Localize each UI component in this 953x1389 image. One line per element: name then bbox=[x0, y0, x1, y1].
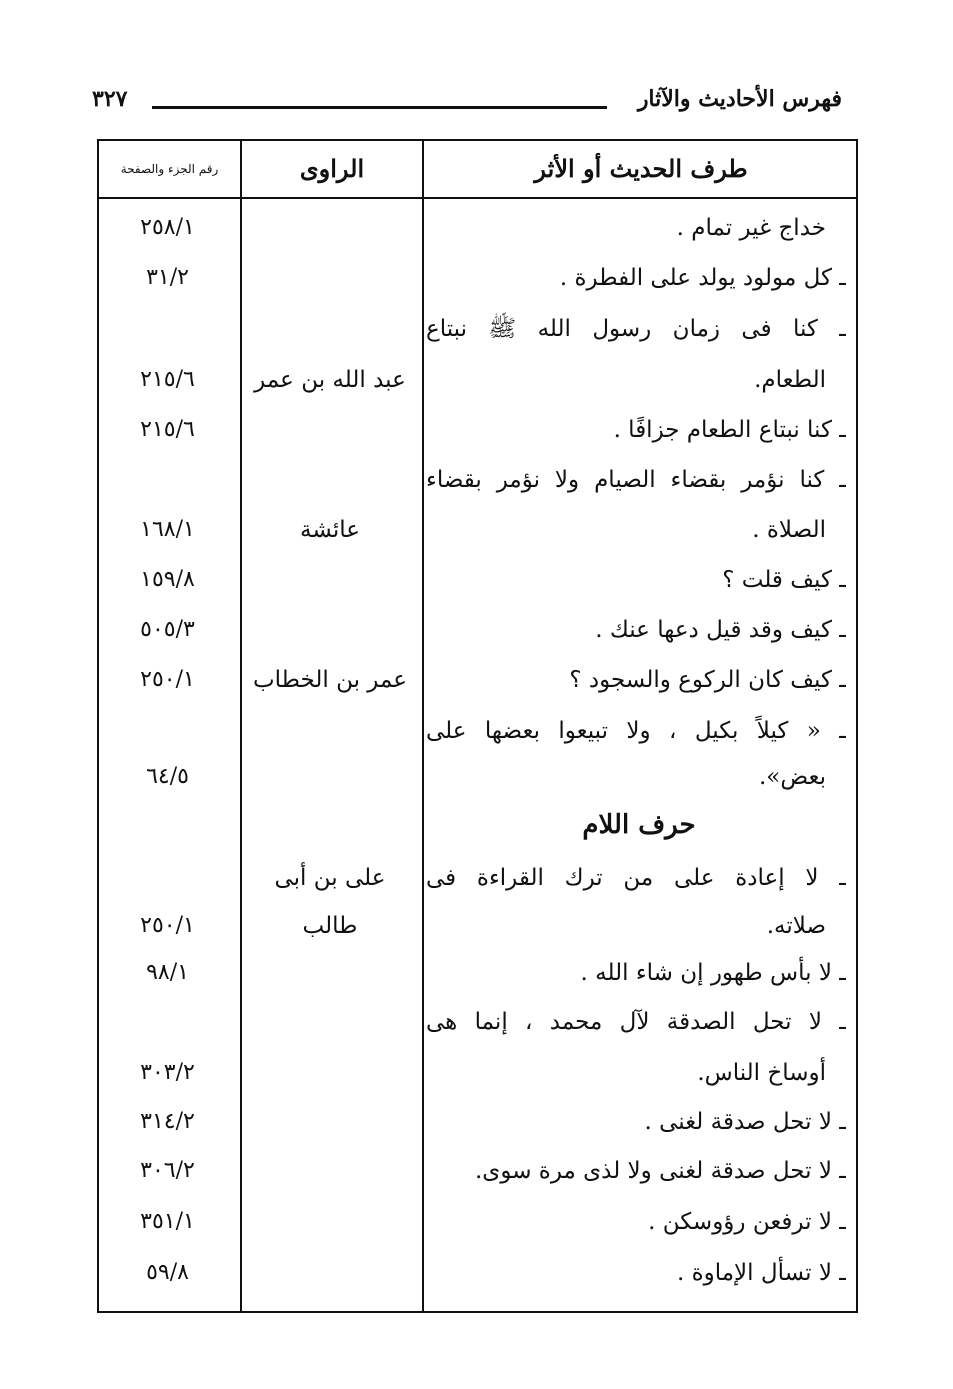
table-row bbox=[97, 1197, 858, 1247]
table-row bbox=[97, 752, 858, 802]
table-row bbox=[97, 706, 858, 756]
volume-page: ٥٩/٨ bbox=[146, 1260, 189, 1285]
volume-page bbox=[97, 455, 238, 505]
column-header-narrator: الراوى bbox=[299, 154, 365, 183]
column-header-text: طرف الحديث أو الأثر bbox=[534, 154, 748, 183]
table-row bbox=[97, 1097, 858, 1147]
hadith-text: خداج غير تمام . bbox=[676, 215, 826, 241]
table-row bbox=[97, 455, 858, 505]
page-header bbox=[92, 80, 852, 124]
table-row bbox=[97, 997, 858, 1047]
volume-page bbox=[97, 304, 238, 354]
table-row bbox=[97, 853, 858, 903]
narrator: عمر بن الخطاب bbox=[252, 667, 407, 693]
hadith-text: ـ لا ترفعن رؤوسكن . bbox=[648, 1209, 846, 1235]
hadith-text: ـ لا تحل الصدقة لآل محمد ، إنما هى bbox=[426, 1009, 846, 1035]
narrator: عائشة bbox=[300, 517, 360, 543]
table-row bbox=[97, 655, 858, 705]
volume-page: ٦٤/٥ bbox=[146, 764, 189, 789]
volume-page: ٣١/٢ bbox=[146, 265, 189, 290]
hadith-text: ـ كيف كان الركوع والسجود ؟ bbox=[569, 667, 846, 693]
header-rule bbox=[152, 106, 607, 109]
volume-page: ٣٥١/١ bbox=[140, 1209, 195, 1234]
narrator bbox=[240, 455, 420, 505]
table-row bbox=[97, 555, 858, 605]
hadith-text: ـ كنا نبتاع الطعام جزافًا . bbox=[613, 417, 846, 443]
table-row bbox=[97, 203, 858, 253]
hadith-text: ـ كنا فى زمان رسول الله ﷺ نبتاع bbox=[426, 316, 846, 342]
volume-page: ٩٨/١ bbox=[146, 960, 189, 985]
table-row bbox=[97, 605, 858, 655]
running-title: فهرس الأحاديث والآثار bbox=[637, 86, 842, 112]
volume-page: ١٦٨/١ bbox=[140, 517, 195, 542]
table-row bbox=[97, 405, 858, 455]
narrator: على بن أبى bbox=[274, 865, 386, 891]
volume-page: ٢٥٠/١ bbox=[140, 913, 195, 938]
volume-page: ٢٥٠/١ bbox=[140, 667, 195, 692]
hadith-text: صلاته. bbox=[766, 913, 826, 939]
narrator bbox=[240, 605, 420, 655]
hadith-text: ـ كيف وقد قيل دعها عنك . bbox=[595, 617, 846, 643]
narrator bbox=[240, 304, 420, 354]
narrator bbox=[240, 555, 420, 605]
narrator bbox=[240, 1048, 420, 1098]
header-divider bbox=[99, 197, 856, 199]
column-header-reference: رقم الجزء والصفحة bbox=[120, 162, 219, 176]
narrator bbox=[240, 1248, 420, 1298]
letter-section-row bbox=[97, 800, 858, 850]
narrator bbox=[240, 752, 420, 802]
volume-page: ٢٥٨/١ bbox=[140, 215, 195, 240]
volume-page: ٣٠٦/٢ bbox=[140, 1158, 195, 1183]
table-row bbox=[97, 901, 858, 951]
table-row bbox=[97, 1048, 858, 1098]
volume-page: ٣٠٣/٢ bbox=[140, 1060, 195, 1085]
narrator bbox=[240, 1146, 420, 1196]
narrator bbox=[240, 253, 420, 303]
hadith-text: ـ لا تحل صدقة لغنى . bbox=[644, 1109, 846, 1135]
narrator bbox=[240, 1097, 420, 1147]
table-row bbox=[97, 355, 858, 405]
table-row bbox=[97, 304, 858, 354]
narrator bbox=[240, 203, 420, 253]
hadith-text: الصلاة . bbox=[752, 517, 826, 543]
narrator bbox=[240, 405, 420, 455]
hadith-text: ـ كيف قلت ؟ bbox=[722, 567, 846, 593]
hadith-text: ـ « كيلاً بكيل ، ولا تبيعوا بعضها على bbox=[426, 718, 846, 744]
volume-page bbox=[97, 853, 238, 903]
hadith-text: بعض». bbox=[758, 764, 826, 790]
hadith-text: الطعام. bbox=[754, 367, 826, 393]
narrator bbox=[240, 1197, 420, 1247]
volume-page bbox=[97, 997, 238, 1047]
narrator: عبد الله بن عمر bbox=[254, 367, 406, 393]
page-number: ٣٢٧ bbox=[92, 86, 128, 112]
hadith-text: ـ لا تسأل الإماوة . bbox=[676, 1260, 846, 1286]
hadith-text: ـ كل مولود يولد على الفطرة . bbox=[559, 265, 846, 291]
volume-page: ٢١٥/٦ bbox=[140, 417, 195, 442]
narrator bbox=[240, 997, 420, 1047]
hadith-text: ـ لا إعادة على من ترك القراءة فى bbox=[426, 865, 846, 891]
hadith-text: ـ كنا نؤمر بقضاء الصيام ولا نؤمر بقضاء bbox=[426, 467, 846, 493]
volume-page: ٥٠٥/٣ bbox=[140, 617, 195, 642]
volume-page bbox=[97, 706, 238, 756]
volume-page: ٢١٥/٦ bbox=[140, 367, 195, 392]
table-row bbox=[97, 1248, 858, 1298]
hadith-text: أوساخ الناس. bbox=[697, 1060, 826, 1086]
hadith-text: ـ لا تحل صدقة لغنى ولا لذى مرة سوى. bbox=[475, 1158, 846, 1184]
letter-heading: حرف اللام bbox=[582, 810, 696, 840]
table-row bbox=[97, 948, 858, 998]
table-row bbox=[97, 253, 858, 303]
volume-page: ٣١٤/٢ bbox=[140, 1109, 195, 1134]
narrator bbox=[240, 948, 420, 998]
table-row bbox=[97, 1146, 858, 1196]
volume-page: ١٥٩/٨ bbox=[140, 567, 195, 592]
narrator bbox=[240, 706, 420, 756]
hadith-text: ـ لا بأس طهور إن شاء الله . bbox=[580, 960, 846, 986]
narrator: طالب bbox=[302, 913, 358, 939]
table-row bbox=[97, 505, 858, 555]
